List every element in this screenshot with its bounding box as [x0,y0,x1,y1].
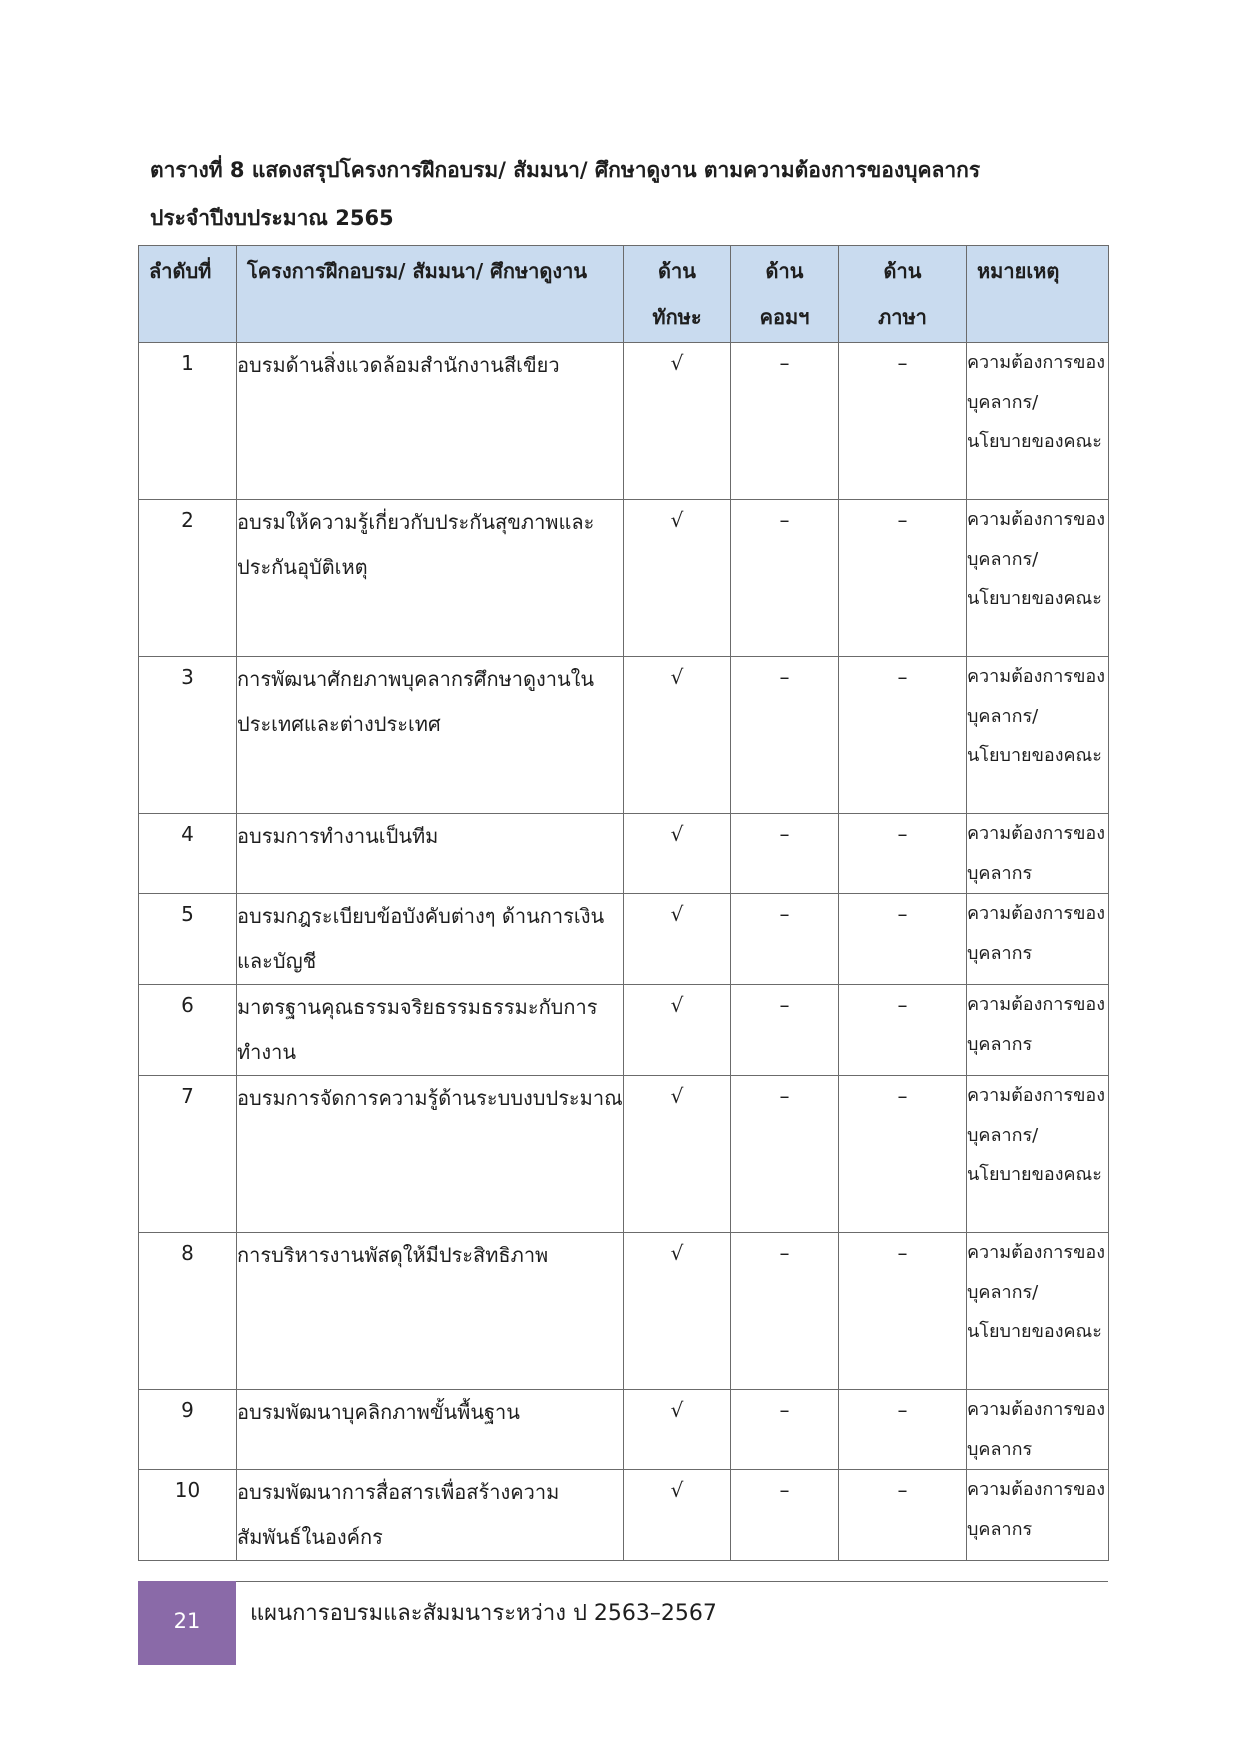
header-order: ลำดับที่ [139,246,237,343]
project-name: อบรมการทำงานเป็นทีม [237,814,624,894]
row-number: 2 [139,500,237,657]
row-number: 7 [139,1076,237,1233]
header-language: ด้าน ภาษา [839,246,967,343]
skill-check: √ [624,500,731,657]
note-text: ความต้องการของบุคลากร [967,985,1109,1076]
note-text: ความต้องการของบุคลากร [967,814,1109,894]
row-number: 9 [139,1390,237,1470]
note-text: ความต้องการของบุคลากร/ นโยบายของคณะ [967,343,1109,500]
table-row [139,985,1109,1076]
skill-check: √ [624,985,731,1076]
language-mark: – [839,894,967,985]
note-text: ความต้องการของบุคลากร/ นโยบายของคณะ [967,1233,1109,1390]
footer-title: แผนการอบรมและสัมมนาระหว่าง ป 2563–2567 [250,1601,717,1626]
language-mark: – [839,500,967,657]
note-text: ความต้องการของบุคลากร/ นโยบายของคณะ [967,657,1109,814]
training-plan-table [138,245,1109,1561]
computer-mark: – [731,657,839,814]
skill-check: √ [624,1390,731,1470]
skill-check: √ [624,1470,731,1561]
project-name: มาตรฐานคุณธรรมจริยธรรมธรรมะกับการทำงาน [237,985,624,1076]
language-mark: – [839,1233,967,1390]
note-text: ความต้องการของบุคลากร/ นโยบายของคณะ [967,1076,1109,1233]
row-number: 6 [139,985,237,1076]
language-mark: – [839,1076,967,1233]
project-name: อบรมพัฒนาการสื่อสารเพื่อสร้างความสัมพันธ์ในองค์กร [237,1470,624,1561]
computer-mark: – [731,985,839,1076]
skill-check: √ [624,343,731,500]
header-project: โครงการฝึกอบรม/ สัมมนา/ ศึกษาดูงาน [237,246,624,343]
skill-check: √ [624,1076,731,1233]
note-text: ความต้องการของบุคลากร/ นโยบายของคณะ [967,500,1109,657]
caption-line-2: ประจำปีงบประมาณ 2565 [150,206,394,230]
caption-line-1: ตารางที่ 8 แสดงสรุปโครงการฝึกอบรม/ สัมมนา/ ศึกษาดูงาน ตามความต้องการของบุคลากร [150,158,981,182]
skill-check: √ [624,894,731,985]
row-number: 10 [139,1470,237,1561]
computer-mark: – [731,1233,839,1390]
header-computer: ด้าน คอมฯ [731,246,839,343]
row-number: 1 [139,343,237,500]
page-number: 21 [173,1609,201,1633]
header-skill: ด้าน ทักษะ [624,246,731,343]
table-row [139,1470,1109,1561]
table-row [139,1390,1109,1470]
table-row [139,343,1109,500]
footer-divider [236,1581,1108,1582]
note-text: ความต้องการของบุคลากร [967,1470,1109,1561]
note-text: ความต้องการของบุคลากร [967,894,1109,985]
row-number: 4 [139,814,237,894]
project-name: อบรมให้ความรู้เกี่ยวกับประกันสุขภาพและประกันอุบัติเหตุ [237,500,624,657]
skill-check: √ [624,1233,731,1390]
header-note: หมายเหตุ [967,246,1109,343]
row-number: 5 [139,894,237,985]
language-mark: – [839,657,967,814]
note-text: ความต้องการของบุคลากร [967,1390,1109,1470]
language-mark: – [839,1390,967,1470]
table-row [139,1076,1109,1233]
project-name: การบริหารงานพัสดุให้มีประสิทธิภาพ [237,1233,624,1390]
row-number: 8 [139,1233,237,1390]
language-mark: – [839,985,967,1076]
computer-mark: – [731,1390,839,1470]
computer-mark: – [731,500,839,657]
project-name: อบรมพัฒนาบุคลิกภาพขั้นพื้นฐาน [237,1390,624,1470]
project-name: อบรมกฎระเบียบข้อบังคับต่างๆ ด้านการเงินและบัญชี [237,894,624,985]
computer-mark: – [731,1470,839,1561]
computer-mark: – [731,894,839,985]
table-row [139,1233,1109,1390]
project-name: การพัฒนาศักยภาพบุคลากรศึกษาดูงานในประเทศและต่างประเทศ [237,657,624,814]
page-number-box [138,1581,236,1665]
computer-mark: – [731,343,839,500]
skill-check: √ [624,814,731,894]
project-name: อบรมด้านสิ่งแวดล้อมสำนักงานสีเขียว [237,343,624,500]
table-row [139,894,1109,985]
table-caption [150,146,1120,242]
project-name: อบรมการจัดการความรู้ด้านระบบงบประมาณ [237,1076,624,1233]
row-number: 3 [139,657,237,814]
table-row [139,500,1109,657]
skill-check: √ [624,657,731,814]
language-mark: – [839,814,967,894]
computer-mark: – [731,814,839,894]
language-mark: – [839,1470,967,1561]
table-row [139,657,1109,814]
computer-mark: – [731,1076,839,1233]
table-header-row [139,246,1109,343]
language-mark: – [839,343,967,500]
table-row [139,814,1109,894]
